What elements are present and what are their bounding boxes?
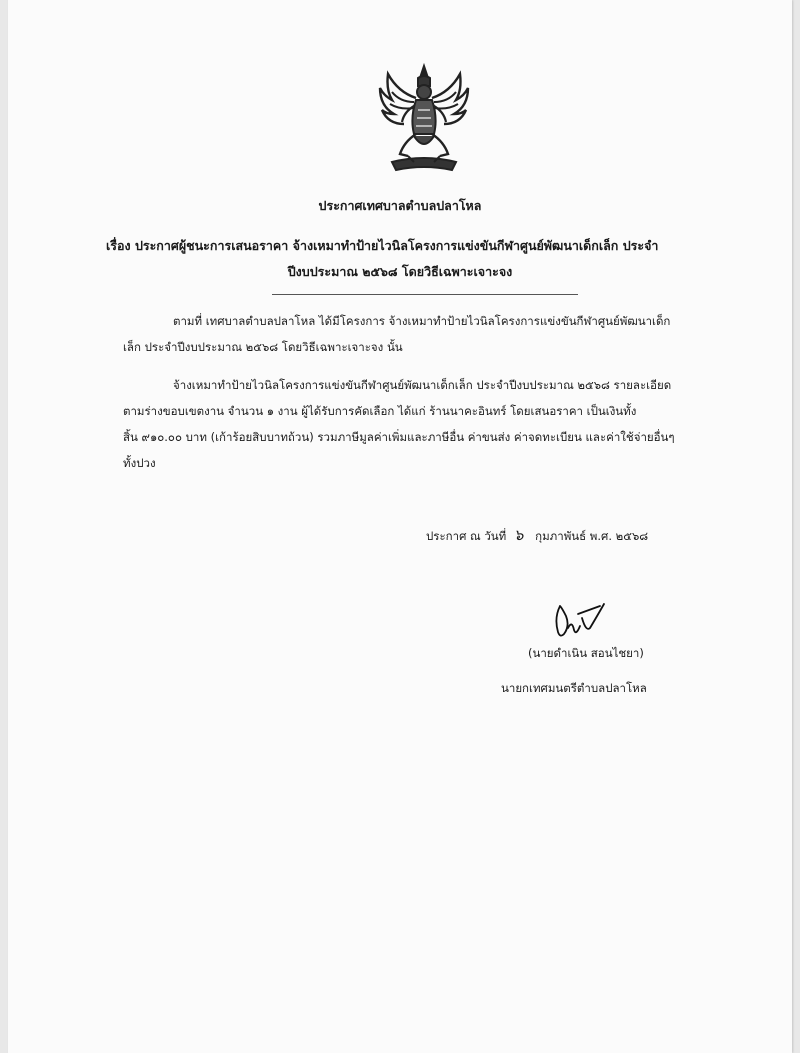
- announcement-date: [426, 523, 648, 547]
- body-text-line: ทั้งปวง: [123, 456, 156, 470]
- subject-line: ปีงบประมาณ ๒๕๖๘ โดยวิธีเฉพาะเจาะจง: [287, 264, 513, 279]
- date-prefix: ประกาศ ณ วันที่: [426, 529, 507, 543]
- title-divider: [272, 294, 578, 295]
- subject-line: เรื่อง ประกาศผู้ชนะการเสนอราคา จ้างเหมาทำป้ายไวนิลโครงการแข่งขันกีฬาศูนย์พัฒนาเด็กเล็ก ประจำ: [106, 238, 659, 253]
- signer-name: (นายดำเนิน สอนไชยา): [528, 646, 644, 660]
- body-text-line: สิ้น ๙๑๐.๐๐ บาท (เก้าร้อยสิบบาทถ้วน) รวมภาษีมูลค่าเพิ่มและภาษีอื่น ค่าขนส่ง ค่าจดทะเบียน และค่าใช้จ่ายอื่นๆ: [123, 430, 675, 444]
- handwritten-signature-icon: [548, 598, 608, 642]
- body-text-line: เล็ก ประจำปีงบประมาณ ๒๕๖๘ โดยวิธีเฉพาะเจาะจง นั้น: [123, 340, 403, 354]
- announcement-title: ประกาศเทศบาลตำบลปลาโหล: [318, 198, 482, 213]
- date-day: ๖: [513, 526, 524, 544]
- date-month-year: กุมภาพันธ์ พ.ศ. ๒๕๖๘: [535, 529, 649, 543]
- body-text-line: จ้างเหมาทำป้ายไวนิลโครงการแข่งขันกีฬาศูนย์พัฒนาเด็กเล็ก ประจำปีงบประมาณ ๒๕๖๘ รายละเอียด: [173, 378, 672, 392]
- garuda-emblem-icon: [374, 62, 474, 174]
- body-text-line: ตามร่างขอบเขตงาน จำนวน ๑ งาน ผู้ได้รับการคัดเลือก ได้แก่ ร้านนาคะอินทร์ โดยเสนอราคา เป็นเงินทั้ง: [123, 404, 637, 418]
- signer-title: นายกเทศมนตรีตำบลปลาโหล: [501, 681, 647, 695]
- body-text-line: ตามที่ เทศบาลตำบลปลาโหล ได้มีโครงการ จ้างเหมาทำป้ายไวนิลโครงการแข่งขันกีฬาศูนย์พัฒนาเด็ก: [173, 314, 671, 328]
- document-page: [8, 0, 792, 1053]
